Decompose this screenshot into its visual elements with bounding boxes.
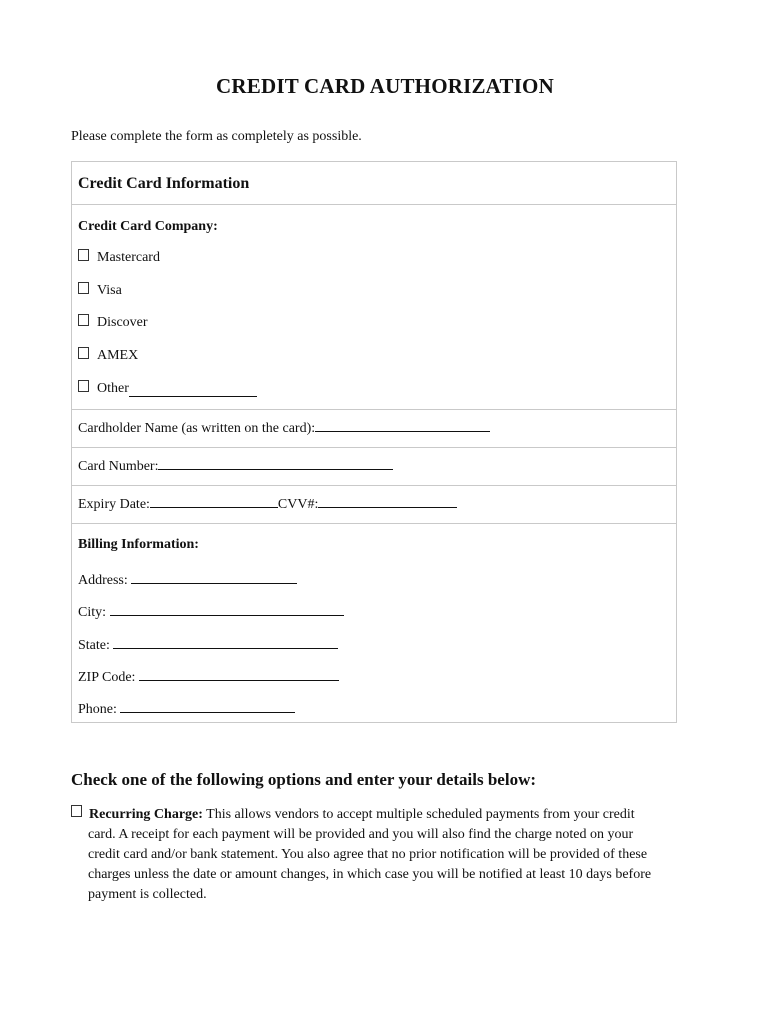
recurring-charge-option	[71, 805, 701, 905]
section-header: Credit Card Information	[72, 162, 676, 205]
phone-row	[78, 698, 295, 718]
phone-field[interactable]	[120, 698, 295, 713]
checkbox-amex[interactable]	[78, 347, 89, 359]
billing-group	[72, 524, 676, 724]
checkbox-discover[interactable]	[78, 314, 89, 326]
zip-row	[78, 666, 339, 686]
other-label: Other	[97, 381, 129, 396]
option-other[interactable]	[78, 381, 257, 397]
expiry-field[interactable]	[150, 493, 278, 508]
options-heading: Check one of the following options and enter your details below:	[71, 770, 537, 789]
option-visa[interactable]	[78, 283, 122, 299]
address-row	[78, 569, 297, 589]
cvv-label: CVV#:	[277, 497, 319, 512]
checkbox-mastercard[interactable]	[78, 249, 89, 261]
state-label: State:	[78, 638, 110, 653]
zip-field[interactable]	[139, 666, 339, 681]
visa-label: Visa	[97, 283, 122, 298]
card-company-group	[72, 205, 676, 410]
address-label: Address:	[78, 573, 128, 588]
cardholder-field[interactable]	[315, 417, 490, 432]
cardholder-label: Cardholder Name (as written on the card):	[78, 421, 316, 436]
recurring-line-2: card. A receipt for each payment will be provided and you will also find the charge noted on your	[88, 827, 634, 842]
checkbox-visa[interactable]	[78, 282, 89, 294]
expiry-cvv-row	[72, 486, 676, 524]
card-number-field[interactable]	[158, 455, 393, 470]
other-field[interactable]	[129, 382, 257, 397]
card-company-label: Credit Card Company:	[78, 219, 218, 234]
cvv-field[interactable]	[318, 493, 457, 508]
recurring-line-3: credit card and/or bank statement. You also agree that no prior notification will be provided of these	[88, 847, 648, 862]
credit-card-info-box	[71, 161, 677, 723]
recurring-label: Recurring Charge:	[89, 807, 203, 822]
card-number-label: Card Number:	[78, 459, 159, 474]
billing-label: Billing Information:	[78, 537, 199, 552]
zip-label: ZIP Code:	[78, 670, 136, 685]
phone-label: Phone:	[78, 702, 117, 717]
recurring-line-5: payment is collected.	[88, 887, 207, 902]
recurring-line-4: charges unless the date or amount changes, in which case you will be notified at least 10 days before	[88, 867, 652, 882]
city-label: City:	[78, 605, 107, 620]
expiry-label: Expiry Date:	[78, 497, 150, 512]
discover-label: Discover	[97, 315, 148, 330]
city-field[interactable]	[110, 601, 344, 616]
mastercard-label: Mastercard	[97, 250, 160, 265]
card-number-row	[72, 448, 676, 486]
recurring-text-1: This allows vendors to accept multiple scheduled payments from your credit	[206, 807, 635, 822]
amex-label: AMEX	[97, 348, 139, 363]
checkbox-recurring[interactable]	[71, 805, 82, 817]
option-discover[interactable]	[78, 315, 148, 331]
address-field[interactable]	[131, 569, 297, 584]
state-field[interactable]	[113, 634, 338, 649]
intro-text: Please complete the form as completely as possible.	[71, 129, 362, 144]
cardholder-row	[72, 410, 676, 448]
city-row	[78, 601, 344, 621]
option-amex[interactable]	[78, 348, 138, 364]
state-row	[78, 634, 338, 654]
recurring-line-1	[71, 805, 701, 825]
form-title: CREDIT CARD AUTHORIZATION	[216, 74, 554, 98]
option-mastercard[interactable]	[78, 250, 160, 266]
checkbox-other[interactable]	[78, 380, 89, 392]
